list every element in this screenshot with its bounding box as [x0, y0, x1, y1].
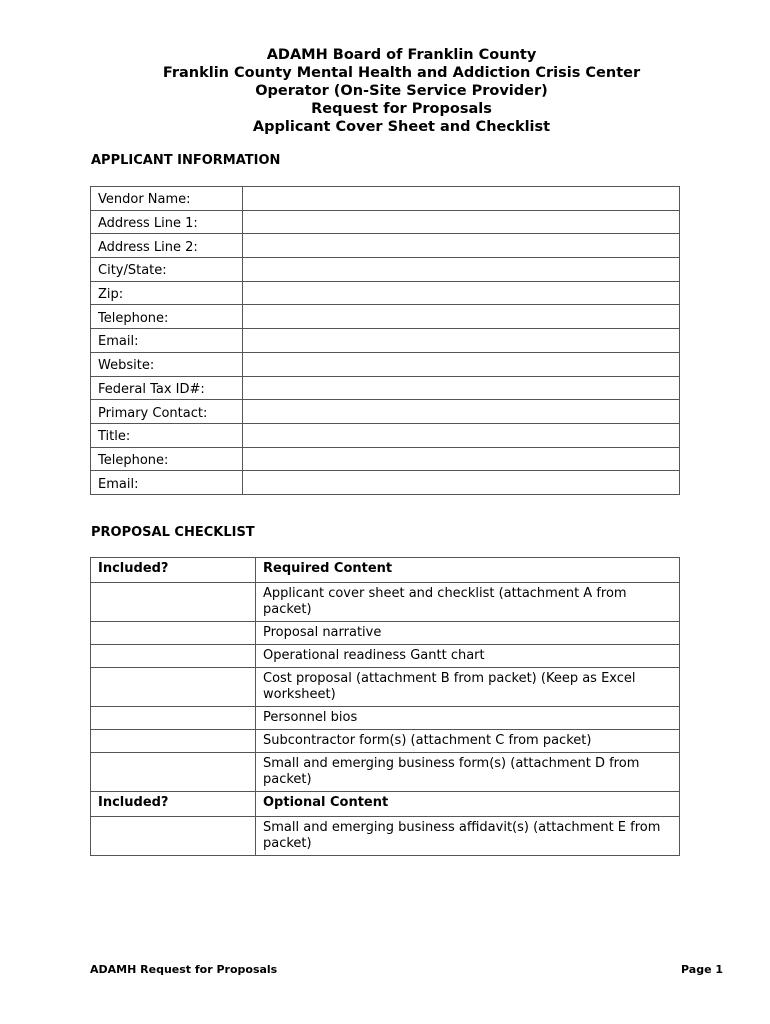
applicant-field-row [91, 471, 680, 495]
checklist-item-row [91, 707, 680, 730]
checklist-item-row [91, 583, 680, 622]
checklist-item-text: Proposal narrative [256, 622, 680, 645]
field-label: Telephone: [91, 447, 243, 471]
field-value-input[interactable] [243, 234, 680, 258]
applicant-field-row [91, 281, 680, 305]
field-value-input[interactable] [243, 447, 680, 471]
applicant-information-title: APPLICANT INFORMATION [91, 153, 281, 168]
page-number: Page 1 [681, 963, 724, 976]
header-line-board: ADAMH Board of Franklin County [266, 47, 537, 63]
included-checkbox-cell[interactable] [91, 707, 256, 730]
checklist-item-text: Small and emerging business form(s) (attachment D from packet) [256, 753, 680, 792]
field-label: Email: [91, 329, 243, 353]
checklist-item-text: Operational readiness Gantt chart [256, 645, 680, 668]
field-value-input[interactable] [243, 352, 680, 376]
checklist-item-row [91, 668, 680, 707]
header-line-rfp: Request for Proposals [311, 101, 492, 117]
field-value-input[interactable] [243, 423, 680, 447]
checklist-item-row [91, 730, 680, 753]
checklist-item-text: Subcontractor form(s) (attachment C from packet) [256, 730, 680, 753]
field-label: Zip: [91, 281, 243, 305]
field-value-input[interactable] [243, 187, 680, 211]
field-value-input[interactable] [243, 305, 680, 329]
applicant-field-row [91, 400, 680, 424]
applicant-field-row [91, 305, 680, 329]
content-column-header: Optional Content [256, 792, 680, 817]
field-label: Address Line 2: [91, 234, 243, 258]
field-value-input[interactable] [243, 329, 680, 353]
applicant-field-row [91, 234, 680, 258]
header-line-center: Franklin County Mental Health and Addiction Crisis Center [162, 65, 641, 81]
applicant-field-row [91, 352, 680, 376]
field-value-input[interactable] [243, 258, 680, 282]
included-column-header: Included? [91, 792, 256, 817]
checklist-item-text: Personnel bios [256, 707, 680, 730]
included-column-header: Included? [91, 558, 256, 583]
proposal-checklist-table [90, 557, 680, 856]
checklist-item-text: Applicant cover sheet and checklist (attachment A from packet) [256, 583, 680, 622]
included-checkbox-cell[interactable] [91, 583, 256, 622]
field-label: Title: [91, 423, 243, 447]
checklist-item-text: Cost proposal (attachment B from packet) (Keep as Excel worksheet) [256, 668, 680, 707]
field-label: Vendor Name: [91, 187, 243, 211]
document-header [0, 46, 770, 136]
field-label: Address Line 1: [91, 210, 243, 234]
required-content-header-row [91, 558, 680, 583]
applicant-field-row [91, 447, 680, 471]
included-checkbox-cell[interactable] [91, 753, 256, 792]
checklist-item-row [91, 645, 680, 668]
field-label: Federal Tax ID#: [91, 376, 243, 400]
applicant-field-row [91, 258, 680, 282]
field-label: Telephone: [91, 305, 243, 329]
content-column-header: Required Content [256, 558, 680, 583]
checklist-item-row [91, 622, 680, 645]
optional-content-header-row [91, 792, 680, 817]
checklist-item-row [91, 753, 680, 792]
field-label: City/State: [91, 258, 243, 282]
checklist-item-text: Small and emerging business affidavit(s) (attachment E from packet) [256, 817, 680, 856]
field-label: Email: [91, 471, 243, 495]
field-value-input[interactable] [243, 376, 680, 400]
applicant-field-row [91, 187, 680, 211]
field-value-input[interactable] [243, 210, 680, 234]
applicant-field-row [91, 210, 680, 234]
applicant-field-row [91, 329, 680, 353]
included-checkbox-cell[interactable] [91, 668, 256, 707]
field-value-input[interactable] [243, 281, 680, 305]
proposal-checklist-title: PROPOSAL CHECKLIST [91, 525, 255, 540]
footer-title: ADAMH Request for Proposals [90, 963, 278, 976]
field-value-input[interactable] [243, 471, 680, 495]
field-label: Website: [91, 352, 243, 376]
included-checkbox-cell[interactable] [91, 645, 256, 668]
header-line-cover-sheet: Applicant Cover Sheet and Checklist [252, 119, 551, 135]
applicant-field-row [91, 423, 680, 447]
checklist-item-row [91, 817, 680, 856]
field-value-input[interactable] [243, 400, 680, 424]
applicant-information-table [90, 186, 680, 495]
included-checkbox-cell[interactable] [91, 622, 256, 645]
field-label: Primary Contact: [91, 400, 243, 424]
included-checkbox-cell[interactable] [91, 730, 256, 753]
applicant-field-row [91, 376, 680, 400]
header-line-operator: Operator (On-Site Service Provider) [255, 83, 548, 99]
included-checkbox-cell[interactable] [91, 817, 256, 856]
